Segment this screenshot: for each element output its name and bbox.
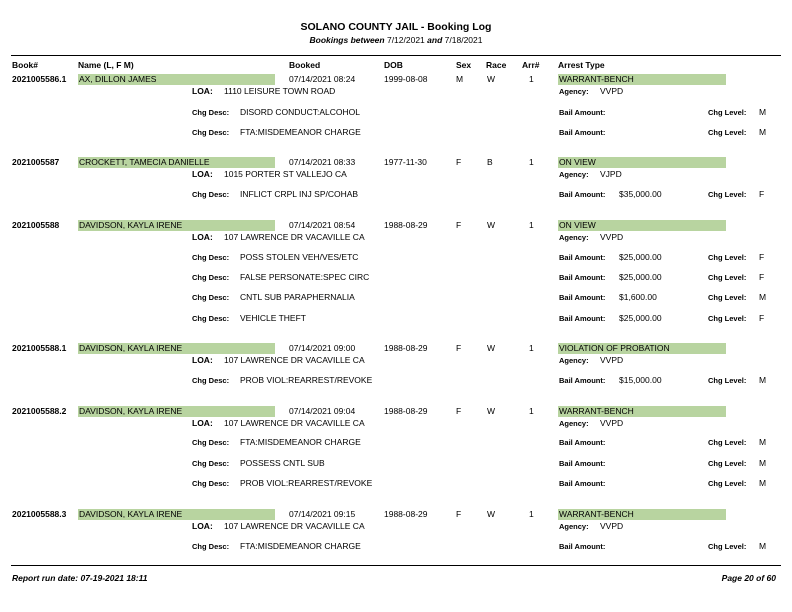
agency-label: Agency:	[559, 170, 589, 179]
chg-level-label: Chg Level:	[708, 293, 747, 302]
agency-value: VVPD	[600, 418, 624, 428]
race: W	[487, 74, 496, 84]
chg-level-label: Chg Level:	[708, 253, 747, 262]
chg-desc-label: Chg Desc:	[192, 128, 230, 137]
inmate-name: DAVIDSON, KAYLA IRENE	[79, 220, 183, 230]
bail-amount-label: Bail Amount:	[559, 293, 606, 302]
agency-value: VVPD	[600, 232, 624, 242]
col-header-dob: DOB	[384, 60, 403, 70]
book-number: 2021005588	[12, 220, 60, 230]
chg-level-label: Chg Level:	[708, 438, 747, 447]
chg-desc-value: DISORD CONDUCT:ALCOHOL	[240, 107, 360, 117]
race: W	[487, 509, 496, 519]
col-header-name: Name (L, F M)	[78, 60, 134, 70]
sex: M	[456, 74, 464, 84]
dob: 1977-11-30	[384, 157, 427, 167]
chg-level-value: M	[759, 541, 767, 551]
chg-level-label: Chg Level:	[708, 108, 747, 117]
chg-level-label: Chg Level:	[708, 273, 747, 282]
chg-desc-value: FALSE PERSONATE:SPEC CIRC	[240, 272, 370, 282]
chg-level-value: M	[759, 107, 767, 117]
chg-desc-value: FTA:MISDEMEANOR CHARGE	[240, 127, 361, 137]
loa-label: LOA:	[192, 86, 213, 96]
inmate-name: DAVIDSON, KAYLA IRENE	[79, 343, 183, 353]
loa-value: 107 LAWRENCE DR VACAVILLE CA	[224, 418, 365, 428]
chg-desc-label: Chg Desc:	[192, 273, 230, 282]
race: W	[487, 220, 496, 230]
bail-amount-label: Bail Amount:	[559, 459, 606, 468]
dob: 1988-08-29	[384, 509, 428, 519]
chg-desc-value: PROB VIOL:REARREST/REVOKE	[240, 478, 373, 488]
agency-label: Agency:	[559, 356, 589, 365]
loa-label: LOA:	[192, 418, 213, 428]
chg-desc-label: Chg Desc:	[192, 253, 230, 262]
loa-value: 107 LAWRENCE DR VACAVILLE CA	[224, 521, 365, 531]
chg-desc-value: POSS STOLEN VEH/VES/ETC	[240, 252, 359, 262]
arrest-number: 1	[529, 74, 534, 84]
chg-desc-value: PROB VIOL:REARREST/REVOKE	[240, 375, 373, 385]
arrest-type: WARRANT-BENCH	[559, 509, 634, 519]
chg-level-value: M	[759, 292, 767, 302]
chg-desc-label: Chg Desc:	[192, 438, 230, 447]
book-number: 2021005587	[12, 157, 60, 167]
date-to: 7/18/2021	[444, 35, 483, 45]
report-run-date: Report run date: 07-19-2021 18:11	[12, 573, 148, 583]
dob: 1999-08-08	[384, 74, 428, 84]
bail-amount-label: Bail Amount:	[559, 314, 606, 323]
col-header-race: Race	[486, 60, 507, 70]
arrest-type: WARRANT-BENCH	[559, 74, 634, 84]
arrest-type: ON VIEW	[559, 220, 596, 230]
subtitle-prefix: Bookings between	[309, 35, 385, 45]
agency-label: Agency:	[559, 419, 589, 428]
footer-divider	[11, 565, 781, 566]
chg-level-label: Chg Level:	[708, 479, 747, 488]
bail-amount-value: $25,000.00	[619, 313, 662, 323]
bail-amount-label: Bail Amount:	[559, 438, 606, 447]
arrest-type: ON VIEW	[559, 157, 596, 167]
chg-level-label: Chg Level:	[708, 459, 747, 468]
chg-level-value: M	[759, 458, 767, 468]
chg-desc-label: Chg Desc:	[192, 108, 230, 117]
loa-label: LOA:	[192, 232, 213, 242]
agency-value: VVPD	[600, 355, 624, 365]
agency-label: Agency:	[559, 87, 589, 96]
inmate-name: DAVIDSON, KAYLA IRENE	[79, 406, 183, 416]
agency-value: VJPD	[600, 169, 622, 179]
subtitle-and: and	[427, 35, 443, 45]
booked-datetime: 07/14/2021 09:00	[289, 343, 356, 353]
chg-desc-label: Chg Desc:	[192, 542, 230, 551]
chg-level-value: M	[759, 437, 767, 447]
loa-value: 1110 LEISURE TOWN ROAD	[224, 86, 336, 96]
chg-level-value: F	[759, 189, 765, 199]
bail-amount-label: Bail Amount:	[559, 376, 606, 385]
chg-desc-label: Chg Desc:	[192, 479, 230, 488]
arrest-type: WARRANT-BENCH	[559, 406, 634, 416]
bail-amount-value: $15,000.00	[619, 375, 662, 385]
chg-level-label: Chg Level:	[708, 376, 747, 385]
report-title: SOLANO COUNTY JAIL - Booking Log	[300, 21, 492, 33]
page-number: Page 20 of 60	[721, 573, 776, 583]
arrest-number: 1	[529, 509, 534, 519]
bail-amount-label: Bail Amount:	[559, 273, 606, 282]
chg-desc-label: Chg Desc:	[192, 190, 230, 199]
col-header-booked: Booked	[289, 60, 321, 70]
race: W	[487, 406, 496, 416]
inmate-name: CROCKETT, TAMECIA DANIELLE	[79, 157, 210, 167]
chg-level-label: Chg Level:	[708, 542, 747, 551]
book-number: 2021005588.2	[12, 406, 67, 416]
date-from: 7/12/2021	[386, 35, 425, 45]
chg-desc-label: Chg Desc:	[192, 459, 230, 468]
race: B	[487, 157, 493, 167]
race: W	[487, 343, 496, 353]
bail-amount-value: $25,000.00	[619, 272, 662, 282]
bail-amount-label: Bail Amount:	[559, 128, 606, 137]
arrest-number: 1	[529, 406, 534, 416]
loa-label: LOA:	[192, 355, 213, 365]
chg-desc-value: FTA:MISDEMEANOR CHARGE	[240, 541, 361, 551]
loa-value: 1015 PORTER ST VALLEJO CA	[224, 169, 347, 179]
chg-desc-label: Chg Desc:	[192, 293, 230, 302]
chg-desc-value: INFLICT CRPL INJ SP/COHAB	[240, 189, 359, 199]
chg-desc-label: Chg Desc:	[192, 314, 230, 323]
agency-label: Agency:	[559, 233, 589, 242]
dob: 1988-08-29	[384, 220, 428, 230]
booked-datetime: 07/14/2021 08:54	[289, 220, 356, 230]
booked-datetime: 07/14/2021 09:04	[289, 406, 356, 416]
chg-desc-label: Chg Desc:	[192, 376, 230, 385]
agency-value: VVPD	[600, 521, 624, 531]
chg-desc-value: CNTL SUB PARAPHERNALIA	[240, 292, 355, 302]
bail-amount-value: $25,000.00	[619, 252, 662, 262]
arrest-number: 1	[529, 343, 534, 353]
chg-level-value: M	[759, 478, 767, 488]
chg-desc-value: POSSESS CNTL SUB	[240, 458, 325, 468]
bail-amount-label: Bail Amount:	[559, 542, 606, 551]
sex: F	[456, 509, 462, 519]
col-header-sex: Sex	[456, 60, 472, 70]
loa-value: 107 LAWRENCE DR VACAVILLE CA	[224, 232, 365, 242]
chg-level-label: Chg Level:	[708, 190, 747, 199]
bail-amount-label: Bail Amount:	[559, 479, 606, 488]
booked-datetime: 07/14/2021 08:33	[289, 157, 356, 167]
booked-datetime: 07/14/2021 08:24	[289, 74, 356, 84]
chg-level-value: M	[759, 375, 767, 385]
header-divider	[11, 55, 781, 56]
chg-level-value: F	[759, 252, 765, 262]
arrest-number: 1	[529, 220, 534, 230]
col-header-arrest-type: Arrest Type	[558, 60, 605, 70]
chg-level-value: M	[759, 127, 767, 137]
agency-label: Agency:	[559, 522, 589, 531]
loa-label: LOA:	[192, 521, 213, 531]
arrest-number: 1	[529, 157, 534, 167]
inmate-name: AX, DILLON JAMES	[79, 74, 157, 84]
report-subtitle	[0, 35, 792, 45]
loa-label: LOA:	[192, 169, 213, 179]
bail-amount-value: $1,600.00	[619, 292, 657, 302]
sex: F	[456, 157, 462, 167]
chg-desc-value: VEHICLE THEFT	[240, 313, 306, 323]
book-number: 2021005588.1	[12, 343, 67, 353]
bail-amount-label: Bail Amount:	[559, 108, 606, 117]
chg-level-value: F	[759, 313, 765, 323]
sex: F	[456, 406, 462, 416]
booked-datetime: 07/14/2021 09:15	[289, 509, 356, 519]
dob: 1988-08-29	[384, 406, 428, 416]
agency-value: VVPD	[600, 86, 624, 96]
arrest-type: VIOLATION OF PROBATION	[559, 343, 670, 353]
chg-level-label: Chg Level:	[708, 314, 747, 323]
chg-level-value: F	[759, 272, 765, 282]
dob: 1988-08-29	[384, 343, 428, 353]
inmate-name: DAVIDSON, KAYLA IRENE	[79, 509, 183, 519]
bail-amount-label: Bail Amount:	[559, 253, 606, 262]
book-number: 2021005586.1	[12, 74, 67, 84]
col-header-arr: Arr#	[522, 60, 540, 70]
bail-amount-label: Bail Amount:	[559, 190, 606, 199]
col-header-book: Book#	[12, 60, 38, 70]
chg-desc-value: FTA:MISDEMEANOR CHARGE	[240, 437, 361, 447]
book-number: 2021005588.3	[12, 509, 67, 519]
bail-amount-value: $35,000.00	[619, 189, 662, 199]
sex: F	[456, 220, 462, 230]
chg-level-label: Chg Level:	[708, 128, 747, 137]
sex: F	[456, 343, 462, 353]
loa-value: 107 LAWRENCE DR VACAVILLE CA	[224, 355, 365, 365]
